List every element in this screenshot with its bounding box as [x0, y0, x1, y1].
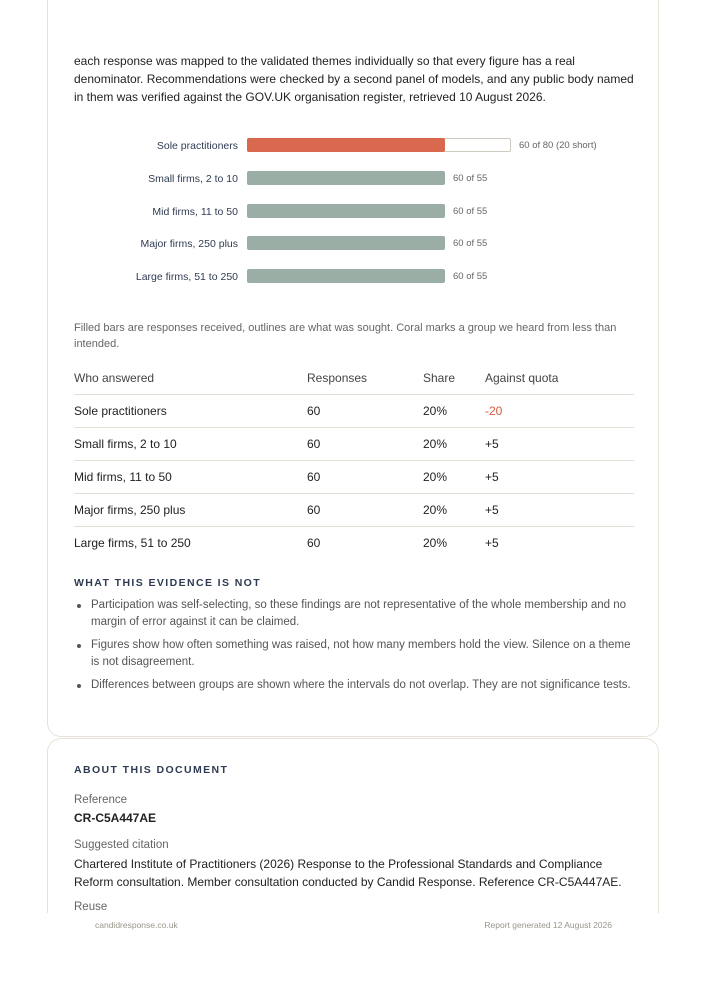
- citation-label: Suggested citation: [74, 839, 169, 851]
- chart-category-label: Large firms, 51 to 250: [135, 271, 238, 283]
- evidence-limits-list: [74, 597, 639, 700]
- table-row: [74, 527, 634, 560]
- chart-data-label: 60 of 80 (20 short): [519, 140, 597, 151]
- cell-share: 20%: [423, 470, 448, 484]
- reference-label: Reference: [74, 794, 128, 806]
- cell-group: Mid firms, 11 to 50: [74, 470, 172, 484]
- footer-site-link[interactable]: candidresponse.co.uk: [95, 920, 178, 930]
- chart-data-label: 60 of 55: [453, 271, 488, 282]
- reference-value: CR-C5A447AE: [74, 811, 157, 825]
- chart-row: [48, 204, 660, 222]
- chart-bar: [247, 171, 445, 185]
- findings-card: [47, 0, 659, 737]
- list-item: [74, 597, 639, 631]
- reuse-label: Reuse: [74, 901, 108, 913]
- table-header: [74, 362, 634, 395]
- chart-category-label: Sole practitioners: [156, 140, 238, 152]
- chart-bar: [247, 204, 445, 218]
- cell-share: 20%: [423, 437, 448, 451]
- header-against-quota: Against quota: [485, 371, 559, 385]
- chart-data-label: 60 of 55: [453, 238, 488, 249]
- chart-bar: [247, 269, 445, 283]
- evidence-limits-heading: WHAT THIS EVIDENCE IS NOT: [74, 577, 262, 589]
- cell-against-quota: -20: [485, 404, 503, 418]
- chart-data-label: 60 of 55: [453, 206, 488, 217]
- citation-value: Chartered Institute of Practitioners (2026) Response to the Professional Standards and Compliance Reform consultation. Member consultation conducted by Candid Response. Reference CR-C5A447AE.: [74, 857, 622, 889]
- list-item-text: Participation was self-selecting, so these findings are not representative of the whole membership and no margin of error against it can be claimed.: [91, 599, 627, 628]
- chart-row: [48, 171, 660, 189]
- bullet-icon: [77, 684, 81, 688]
- chart-row: [48, 269, 660, 287]
- cell-responses: 60: [307, 503, 321, 517]
- cell-share: 20%: [423, 404, 448, 418]
- cell-responses: 60: [307, 404, 321, 418]
- chart-category-label: Mid firms, 11 to 50: [152, 206, 238, 218]
- about-heading: ABOUT THIS DOCUMENT: [74, 764, 229, 776]
- list-item-text: Figures show how often something was raised, not how many members hold the view. Silence on a theme is not disagreement.: [91, 639, 631, 668]
- chart-category-label: Major firms, 250 plus: [140, 238, 238, 250]
- chart-category-label: Small firms, 2 to 10: [148, 173, 238, 185]
- cell-group: Large firms, 51 to 250: [74, 536, 191, 550]
- list-item: [74, 637, 639, 671]
- about-card: [47, 738, 659, 913]
- table-row: [74, 461, 634, 494]
- table-row: [74, 395, 634, 428]
- chart-bar: [247, 138, 445, 152]
- bullet-icon: [77, 604, 81, 608]
- cell-responses: 60: [307, 536, 321, 550]
- cell-group: Sole practitioners: [74, 404, 167, 418]
- bullet-icon: [77, 644, 81, 648]
- cell-group: Major firms, 250 plus: [74, 503, 186, 517]
- list-item: [74, 677, 639, 694]
- chart-row: [48, 138, 660, 156]
- cell-responses: 60: [307, 470, 321, 484]
- cell-against-quota: +5: [485, 470, 499, 484]
- intro-paragraph: each response was mapped to the validated themes individually so that every figure has a real denominator. Recommendations were checked by a second panel of models, and any public body named in them was verified against the GOV.UK organisation register, retrieved 10 August 2026.: [74, 54, 634, 104]
- cell-against-quota: +5: [485, 437, 499, 451]
- table-row: [74, 494, 634, 527]
- responses-bar-chart: [48, 130, 660, 290]
- cell-against-quota: +5: [485, 536, 499, 550]
- chart-data-label: 60 of 55: [453, 173, 488, 184]
- chart-caption: Filled bars are responses received, outlines are what was sought. Coral marks a group we heard from less than intended.: [74, 322, 617, 350]
- footer-generated-date: Report generated 12 August 2026: [484, 920, 612, 930]
- cell-responses: 60: [307, 437, 321, 451]
- table-row: [74, 428, 634, 461]
- list-item-text: Differences between groups are shown where the intervals do not overlap. They are not significance tests.: [91, 679, 631, 691]
- header-who-answered: Who answered: [74, 371, 155, 385]
- cell-group: Small firms, 2 to 10: [74, 437, 177, 451]
- responses-table: [74, 362, 634, 560]
- cell-share: 20%: [423, 503, 448, 517]
- cell-share: 20%: [423, 536, 448, 550]
- chart-row: [48, 236, 660, 254]
- chart-bar: [247, 236, 445, 250]
- header-responses: Responses: [307, 371, 368, 385]
- cell-against-quota: +5: [485, 503, 499, 517]
- header-share: Share: [423, 371, 456, 385]
